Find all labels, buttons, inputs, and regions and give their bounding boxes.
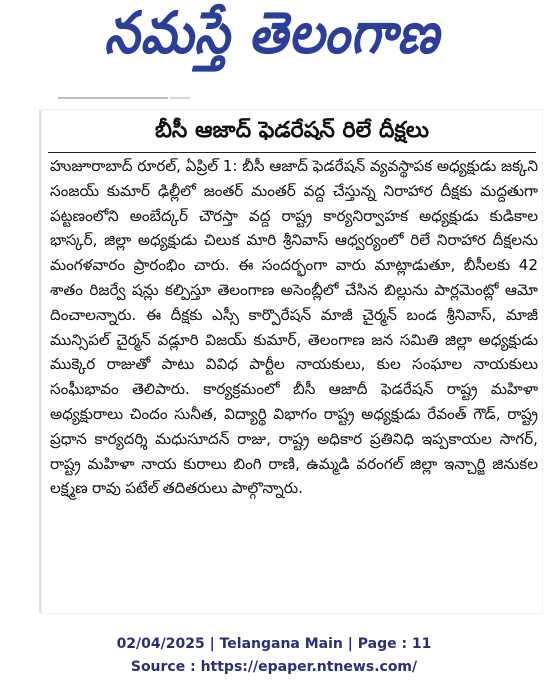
masthead-title: నమస్తే తెలంగాణ [104,0,440,66]
masthead-divider [58,97,168,99]
article-headline: బీసీ ఆజాద్ ఫెడరేషన్ రిలే దీక్షలు [154,118,430,143]
source-link[interactable]: Source : https://epaper.ntnews.com/ [130,659,418,675]
news-article-clipping [42,110,542,613]
masthead-divider-short [170,97,190,99]
publication-info: 02/04/2025 | Telangana Main | Page : 11 [116,636,432,652]
headline-divider [48,152,536,153]
article-left-border [39,110,41,613]
article-body: హుజూరాబాద్ రూరల్, ఏప్రిల్ 1: బీసీ ఆజాద్ ఫెడరేషన్ వ్యవస్థాపక అధ్యక్షుడు జక్కని సంజయ్ కుమార్ ఢిల్లీలో జంతర్ మంతర్ వద్ద చేస్తున్న నిరాహార దీక్షకు మద్దతుగా పట్టణంలోని అంబేద్కర్ చౌరస్తా వద్ద రాష్ట్ర కార్యనిర్వాహక అధ్యక్షుడు కుడికాల భాస్కర్, జిల్లా అధ్యక్షుడు చిలుక మారి శ్రీనివాస్ ఆధ్వర్యంలో రిలే నిరాహార దీక్షలను మంగళవారం ప్రారంభిం చారు. ఈ సందర్భంగా వారు మాట్లాడుతూ, బీసీలకు 42 శాతం రిజర్వే షన్లు కల్పిస్తూ తెలంగాణ అసెంబ్లీలో చేసిన బిల్లును పార్లమెంట్లో ఆమో దించాలన్నారు. ఈ దీక్షకు ఎస్సీ కార్పొరేషన్ మాజీ చైర్మన్ బండ శ్రీనివాస్, మాజీ మున్సిపల్ చైర్మన్ వడ్లూరి విజయ్ కుమార్, తెలంగాణ జన సమితి జిల్లా అధ్యక్షుడు ముక్కెర రాజుతో పాటు వివిధ పార్టీల నాయకులు, కుల సంఘాల నాయకులు సంఘీభావం తెలిపారు. కార్యక్రమంలో బీసీ ఆజాదీ ఫెడరేషన్ రాష్ట్ర మహిళా అధ్యక్షురాలు చిందం సునీత, విద్యార్థి విభాగం రాష్ట్ర అధ్యక్షుడు రేవంత్ గౌడ్, రాష్ట్ర ప్రధాన కార్యదర్శి మధుసూదన్ రాజు, రాష్ట్ర అధికార ప్రతినిధి ఇప్పకాయల సాగర్, రాష్ట్ర మహిళా నాయ కురాలు బింగి రాణి, ఉమ్మడి వరంగల్ జిల్లా ఇన్చార్జి జినుకల లక్ష్మణ రావు పటేల్ తదితరులు పాల్గొన్నారు. [50,157,538,498]
newspaper-masthead [72,0,472,76]
